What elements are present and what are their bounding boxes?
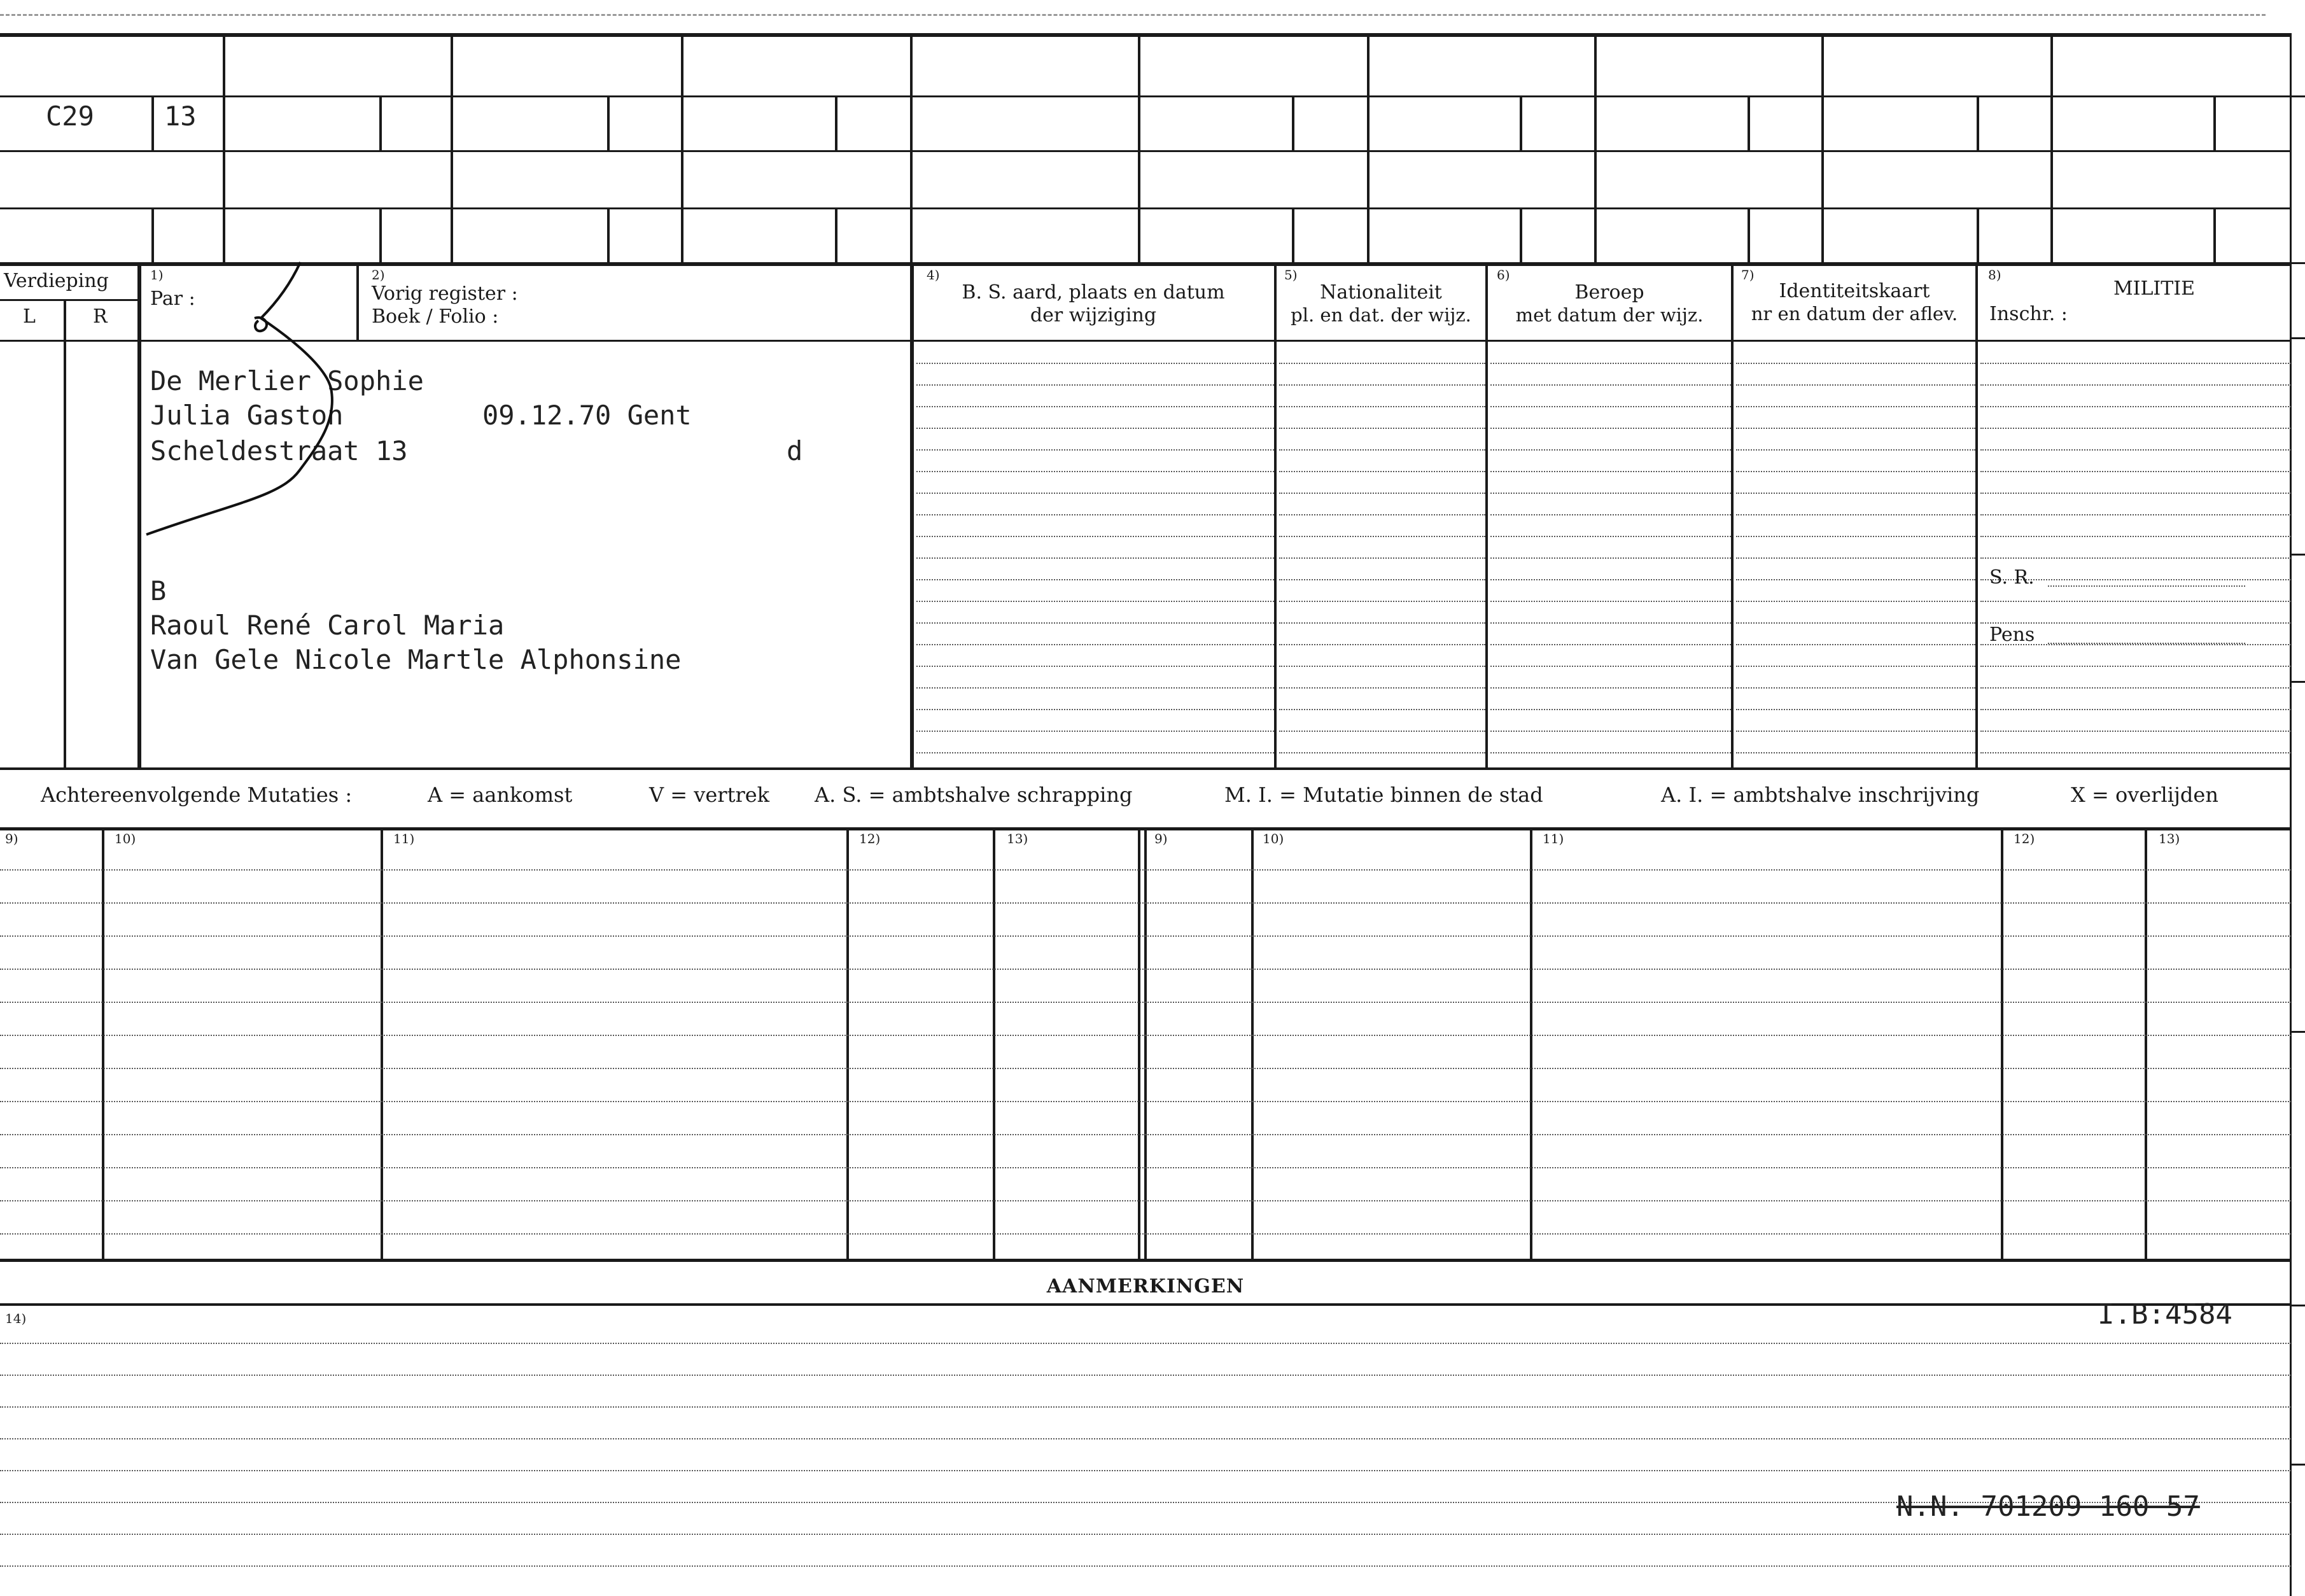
col8-num: 8): [1988, 267, 2001, 283]
beroep-label: Beroep: [1574, 281, 1644, 304]
verdieping-right: R: [93, 305, 108, 328]
mutations-title: Achtereenvolgende Mutaties :: [41, 783, 353, 807]
pens-label: Pens: [1989, 624, 2035, 646]
nationaliteit-sub-label: pl. en dat. der wijz.: [1291, 304, 1471, 326]
legend-a: A = aankomst: [428, 783, 573, 807]
strike-through-curve: [140, 255, 369, 547]
col1-num: 1): [150, 267, 164, 283]
mut-col-11b: 11): [1543, 831, 1564, 846]
mut-col-10: 10): [115, 831, 136, 846]
entry-name-line2: Julia Gaston: [150, 400, 344, 431]
entry-address: Scheldestraat 13: [150, 435, 408, 466]
legend-mi: M. I. = Mutatie binnen de stad: [1224, 783, 1543, 807]
col6-num: 6): [1497, 267, 1510, 283]
col4-num: 4): [927, 267, 940, 283]
remarks-num: 14): [5, 1311, 27, 1326]
col2-num: 2): [372, 267, 385, 283]
bs-aard-label: B. S. aard, plaats en datum: [962, 281, 1225, 304]
entry-birth-date-place: 09.12.70 Gent: [482, 400, 692, 431]
top-code-2: 13: [164, 101, 197, 132]
mut-col-10b: 10): [1263, 831, 1284, 846]
par-label: Par :: [150, 288, 195, 310]
mut-col-12: 12): [859, 831, 881, 846]
col5-num: 5): [1284, 267, 1298, 283]
nn-number: N.N. 701209 160 57: [1896, 1490, 2200, 1523]
bs-wijziging-label: der wijziging: [1030, 304, 1157, 326]
ib-number: I.B:4584: [2098, 1298, 2232, 1331]
verdieping-label: Verdieping: [4, 270, 109, 292]
mut-col-13: 13): [1007, 831, 1028, 846]
mut-col-12b: 12): [2014, 831, 2035, 846]
mut-col-13b: 13): [2159, 831, 2180, 846]
nationaliteit-label: Nationaliteit: [1320, 281, 1442, 304]
entry-name-line1: De Merlier Sophie: [150, 365, 424, 396]
top-code-1: C29: [46, 101, 94, 132]
verdieping-left: L: [23, 305, 36, 328]
entry-name-line5: Van Gele Nicole Martle Alphonsine: [150, 644, 682, 675]
legend-as: A. S. = ambtshalve schrapping: [815, 783, 1133, 807]
identiteitskaart-label: Identiteitskaart: [1779, 280, 1930, 302]
mut-col-11: 11): [393, 831, 415, 846]
col7-num: 7): [1741, 267, 1755, 283]
vorig-register-label: Vorig register :: [372, 283, 518, 305]
legend-ai: A. I. = ambtshalve inschrijving: [1661, 783, 1980, 807]
legend-v: V = vertrek: [649, 783, 770, 807]
scan-edge: [0, 14, 2266, 16]
beroep-sub-label: met datum der wijz.: [1515, 304, 1704, 326]
mut-col-9: 9): [5, 831, 18, 846]
boek-folio-label: Boek / Folio :: [372, 305, 499, 328]
entry-name-line4: Raoul René Carol Maria: [150, 610, 505, 641]
entry-b-label: B: [150, 575, 167, 606]
inschr-label: Inschr. :: [1989, 303, 2068, 325]
legend-x: X = overlijden: [2071, 783, 2218, 807]
entry-mark: d: [787, 435, 803, 466]
militie-label: MILITIE: [2113, 277, 2196, 300]
remarks-title: AANMERKINGEN: [1046, 1275, 1245, 1298]
mut-col-9b: 9): [1154, 831, 1168, 846]
sr-label: S. R.: [1989, 566, 2035, 589]
identiteitskaart-sub-label: nr en datum der aflev.: [1751, 303, 1958, 325]
